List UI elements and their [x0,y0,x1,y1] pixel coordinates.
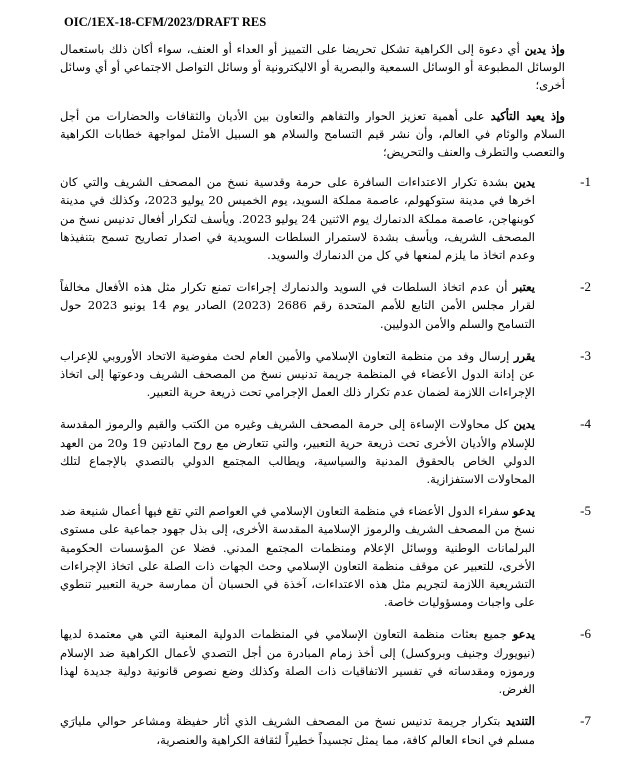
paragraph-lead: يدين [513,417,535,432]
paragraph-number: -7 [580,713,591,729]
resolution-body [60,40,591,763]
paragraph-lead: وإذ يعيد التأكيد [490,108,565,123]
paragraph-lead: وإذ يدين [524,42,565,56]
operative-paragraph-2 [60,278,591,333]
paragraph-text: إرسال وفد من منظمة التعاون الإسلامي والأمين العام لحث مفوضية الاتحاد الأوروبي للإعراب عن إدانة الدول الأعضاء في المنظمة جريمة تدنيس نسخ من المصحف الشريف ودعوتها إلى اتخاذ الإجراءات اللازمة لضمان عدم تكرار ذلك العمل الإجرامي تحت ذريعة حرية التعبير. [60,348,535,400]
operative-paragraph-7 [60,712,591,748]
paragraph-number: -2 [580,279,591,295]
paragraph-number: -5 [580,503,591,519]
paragraph-lead: يدعو [512,627,535,642]
paragraph-text: أي دعوة إلى الكراهية تشكل تحريضا على التمييز أو العداء أو العنف، سواء أكان ذلك باستعمال الوسائل المطبوعة أو الوسائل السمعية والبصرية أو الاليكترونية أو وسائل التواصل الاجتماعي أو أي وسائل أخرى؛ [60,42,565,93]
paragraph-number: -6 [580,626,591,642]
paragraph-number: -1 [580,174,591,190]
paragraph-text: أن عدم اتخاذ السلطات في السويد والدنمارك إجراءات تمنع تكرار مثل هذه الأفعال مخالفاً لقرار مجلس الأمن التابع للأمم المتحدة رقم 2686 (2023) الصادر يوم 14 يونيو 2023 حول التسامح والسلم والأمن الدوليين. [60,280,536,331]
paragraph-text: بشدة تكرار الاعتداءات السافرة على حرمة وقدسية نسخ من المصحف الشريف والتي كان اخرها في مدينة ستوكهولم، عاصمة مملكة السويد، يوم الخميس 20 يوليو 2023، وكذلك في مدينة كوبنهاجن، عاصمة مملكة الدنمارك يوم الاثنين 24 يوليو 2023. ويأسف لتكرار أفعال تدنيس نسخ من المصحف الشريف، ويأسف بشدة لاستمرار السلطات السويدية في اصدار تصاريح تسمح بتنفيذها وعدم اتخاذ ما يلزم لمنعها في كل من الدنمارك والسويد. [60,175,535,263]
paragraph-text: كل محاولات الإساءة إلى حرمة المصحف الشريف وغيره من الكتب والقيم والرموز المقدسة للإسلام والأديان الأخرى تحت ذريعة حرية التعبير، والتي تتعارض مع روح المادتين 19 و20 من العهد الدولي الخاص بالحقوق المدنية والسياسية، ويطالب المجتمع الدولي بالتصدي بالإجماع لتلك المحاولات الاستفزازية. [60,417,535,487]
paragraph-number: -3 [580,347,591,363]
operative-paragraph-1 [60,173,591,264]
operative-paragraph-5 [60,502,591,611]
paragraph-text: على أهمية تعزيز الحوار والتفاهم والتعاون بين الأديان والثقافات والحضارات من أجل السلام والوئام في العالم، وأن نشر قيم التسامح والسلام هو السبيل الأمثل لمواجهة خطابات الكراهية والتعصب والتطرف والعنف والتحريض؛ [60,108,565,160]
paragraph-text: سفراء الدول الأعضاء في منظمة التعاون الإسلامي في العواصم التي تقع فيها أعمال شنيعة ضد نسخ من المصحف الشريف والرموز الإسلامية المقدسة الأخرى، إلى بذل جهود جماعية على مستوى البرلمانات الوطنية ووسائل الإعلام ومنظمات المجتمع المدني. فضلا عن المؤسسات الحكومية الأخرى، للتعبير عن موقف منظمة التعاون الإسلامي وحث الجهات ذات الصلة على اتخاذ الإجراءات التشريعية اللازمة لتجريم مثل هذه الاعتداءات، آخذة في الحسبان أن ممارسة حرية التعبير تنطوي على واجبات ومسؤوليات خاصة. [60,504,535,610]
paragraph-text: بتكرار جريمة تدنيس نسخ من المصحف الشريف الذي أثار حفيظة ومشاعر حوالي مليارَي مسلم في انحاء العالم كافة، مما يمثل تجسيداً خطيراً لثقافة الكراهية والعنصرية، [60,714,535,747]
paragraph-number: -4 [580,416,591,432]
preamble-paragraph-2 [60,107,565,162]
paragraph-lead: يعتبر [512,280,535,295]
preamble-paragraph-1 [60,40,565,95]
operative-paragraph-6 [60,625,591,698]
paragraph-text: جميع بعثات منظمة التعاون الإسلامي في المنظمات الدولية المعنية التي هي معتمدة لديها (نيويورك وجنيف وبروكسل) إلى أخذ زمام المبادرة من أجل التصدي لأعمال الكراهية ضد الإسلام ورموزه ومقدساته في تفسير الاتفاقيات ذات الصلة وكذلك وضع نصوص قانونية دولية جديدة لهذا الغرض. [60,627,535,697]
paragraph-lead: يقرر [513,348,535,363]
paragraph-lead: التنديد [505,714,536,729]
paragraph-lead: يدين [513,175,536,190]
document-id: OIC/1EX-18-CFM/2023/DRAFT RES [64,15,267,29]
operative-paragraph-3 [60,347,591,402]
paragraph-lead: يدعو [512,504,536,519]
operative-paragraph-4 [60,415,591,488]
